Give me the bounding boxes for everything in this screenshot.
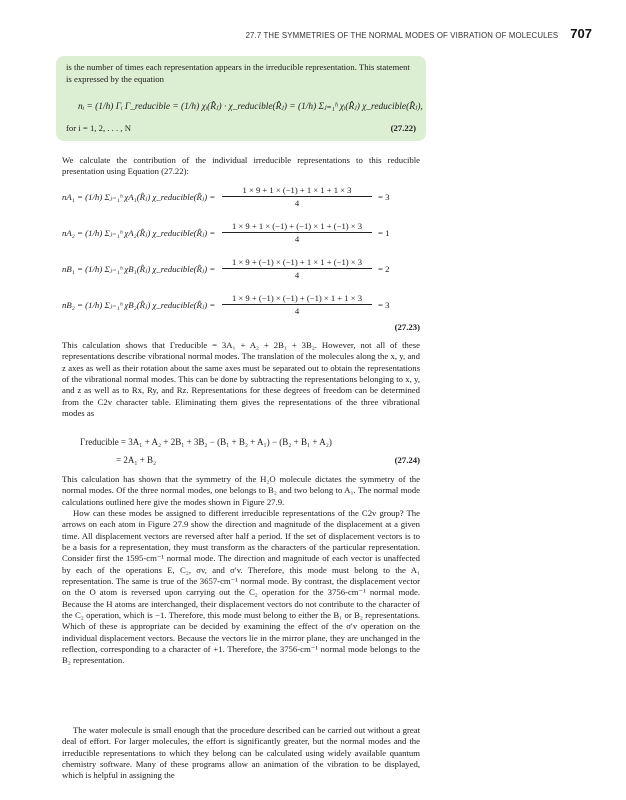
equation-row-a2 <box>62 222 420 244</box>
row-b1-numerator: 1 × 9 + (−1) × (−1) + 1 × 1 + (−1) × 3 <box>222 257 372 269</box>
row-b2-fraction <box>222 293 372 316</box>
box-formula: nᵢ = (1/h) Γᵢ Γ_reducible = (1/h) χᵢ(R̂ⱼ) · χ_reducible(R̂ⱼ) = (1/h) Σⱼ₌₁ʰ χᵢ(R̂ⱼ) χ_reducible(R̂ⱼ), <box>78 102 423 112</box>
paragraph-4: How can these modes be assigned to different irreducible representations of the C2v group? The arrows on each atom in Figure 27.9 show the direction and magnitude of the displacement at a given time. All displacement vectors are reversed after half a period. If the set of displacement vectors is to be a basis for a representation, they must transform as the characters of the particular representation. Consider first the 1595-cm⁻¹ normal mode. The direction and magnitude of each vector is unaffected by each of the operations E, C₂, σv, and σ′v. Therefore, this mode must belong to the A₁ representation. The same is true of the 3657-cm⁻¹ normal mode. By contrast, the displacement vector on the O atom is reversed upon carrying out the C₂ operation for the 3756-cm⁻¹ normal mode. Because the H atoms are interchanged, their displacement vectors do not contribute to the character of the C₂ operation, which is −1. Therefore, this mode must belong to either the B₁ or B₂ representations. Which of these is appropriate can be decided by examining the effect of the σ′v operation on the individual displacement vectors. Because the vectors lie in the mirror plane, they are unchanged in the reflection, corresponding to a character of +1. Therefore, the 3756-cm⁻¹ normal mode belongs to the B₂ representation. <box>62 508 420 666</box>
equation-number-27-24: (27.24) <box>394 455 420 465</box>
row-b2-lhs: nB₂ = (1/h) Σⱼ₌₁ʰ χB₂(R̂ⱼ) χ_reducible(R̂ⱼ) = <box>62 300 216 310</box>
equation-row-b1 <box>62 258 420 280</box>
row-a1-fraction <box>222 185 372 208</box>
row-a1-lhs: nA₁ = (1/h) Σⱼ₌₁ʰ χA₁(R̂ⱼ) χ_reducible(R̂ⱼ) = <box>62 192 216 202</box>
equation-number-27-22: (27.22) <box>390 123 416 133</box>
row-a2-denominator: 4 <box>294 234 300 244</box>
row-a2-fraction <box>222 221 372 244</box>
row-b1-fraction <box>222 257 372 280</box>
page-number: 707 <box>570 26 592 41</box>
equation-row-b2 <box>62 294 420 316</box>
row-a1-result: = 3 <box>378 192 390 202</box>
box-intro-text: is the number of times each representation appears in the irreducible representation. This statement is expressed by the equation <box>66 62 410 84</box>
gamma-line-1: Γreducible = 3A₁ + A₂ + 2B₁ + 3B₂ − (B₁ + B₂ + A₁) − (B₂ + B₁ + A₂) <box>80 437 332 447</box>
row-b2-numerator: 1 × 9 + (−1) × (−1) + (−1) × 1 + 1 × 3 <box>222 293 372 305</box>
running-title: 27.7 THE SYMMETRIES OF THE NORMAL MODES OF VIBRATION OF MOLECULES <box>245 31 559 40</box>
row-b2-denominator: 4 <box>294 306 300 316</box>
paragraph-5: The water molecule is small enough that the procedure described can be carried out without a great deal of effort. For larger molecules, the effort is significantly greater, but the normal modes and the irreducible representations to which they belong can be calculated using widely available quantum chemistry software. Many of these programs allow an animation of the vibration to be displayed, which is helpful in assigning the <box>62 725 420 781</box>
row-a1-denominator: 4 <box>294 198 300 208</box>
row-a1-numerator: 1 × 9 + 1 × (−1) + 1 × 1 + 1 × 3 <box>222 185 372 197</box>
row-a2-result: = 1 <box>378 228 390 238</box>
running-header <box>62 26 592 40</box>
gamma-line-2: = 2A₁ + B₂ <box>116 455 157 465</box>
row-b1-lhs: nB₁ = (1/h) Σⱼ₌₁ʰ χB₁(R̂ⱼ) χ_reducible(R̂ⱼ) = <box>62 264 216 274</box>
row-b1-result: = 2 <box>378 264 390 274</box>
paragraph-3: This calculation has shown that the symmetry of the H₂O molecule dictates the symmetry of the normal modes. Of the three normal modes, one belongs to B₂ and two belong to A₁. The normal mode calculations outlined here give the modes shown in Figure 27.9. <box>62 474 420 507</box>
highlight-box <box>56 56 426 141</box>
paragraph-1: We calculate the contribution of the individual irreducible representations to this reducible presentation using Equation (27.22): <box>62 155 420 177</box>
paragraph-2: This calculation shows that Γreducible = 3A₁ + A₂ + 2B₁ + 3B₂. However, not all of these representations describe vibrational normal modes. The translation of the molecules along the x, y, and z axes as well as their rotation about the same axes must be separated out to obtain the representations of the vibrational normal modes. This can be done by subtracting the representations belonging to x, y, and z as well as to Rx, Ry, and Rz. Representations for these degrees of freedom can be determined from the C2v character table. Eliminating them gives the representations of the three vibrational modes as <box>62 340 420 419</box>
row-a2-lhs: nA₂ = (1/h) Σⱼ₌₁ʰ χA₂(R̂ⱼ) χ_reducible(R̂ⱼ) = <box>62 228 216 238</box>
equation-row-a1 <box>62 186 420 208</box>
equation-number-27-23: (27.23) <box>394 322 420 332</box>
row-b1-denominator: 4 <box>294 270 300 280</box>
row-b2-result: = 3 <box>378 300 390 310</box>
row-a2-numerator: 1 × 9 + 1 × (−1) + (−1) × 1 + (−1) × 3 <box>222 221 372 233</box>
box-condition: for i = 1, 2, . . . , N <box>66 123 131 133</box>
